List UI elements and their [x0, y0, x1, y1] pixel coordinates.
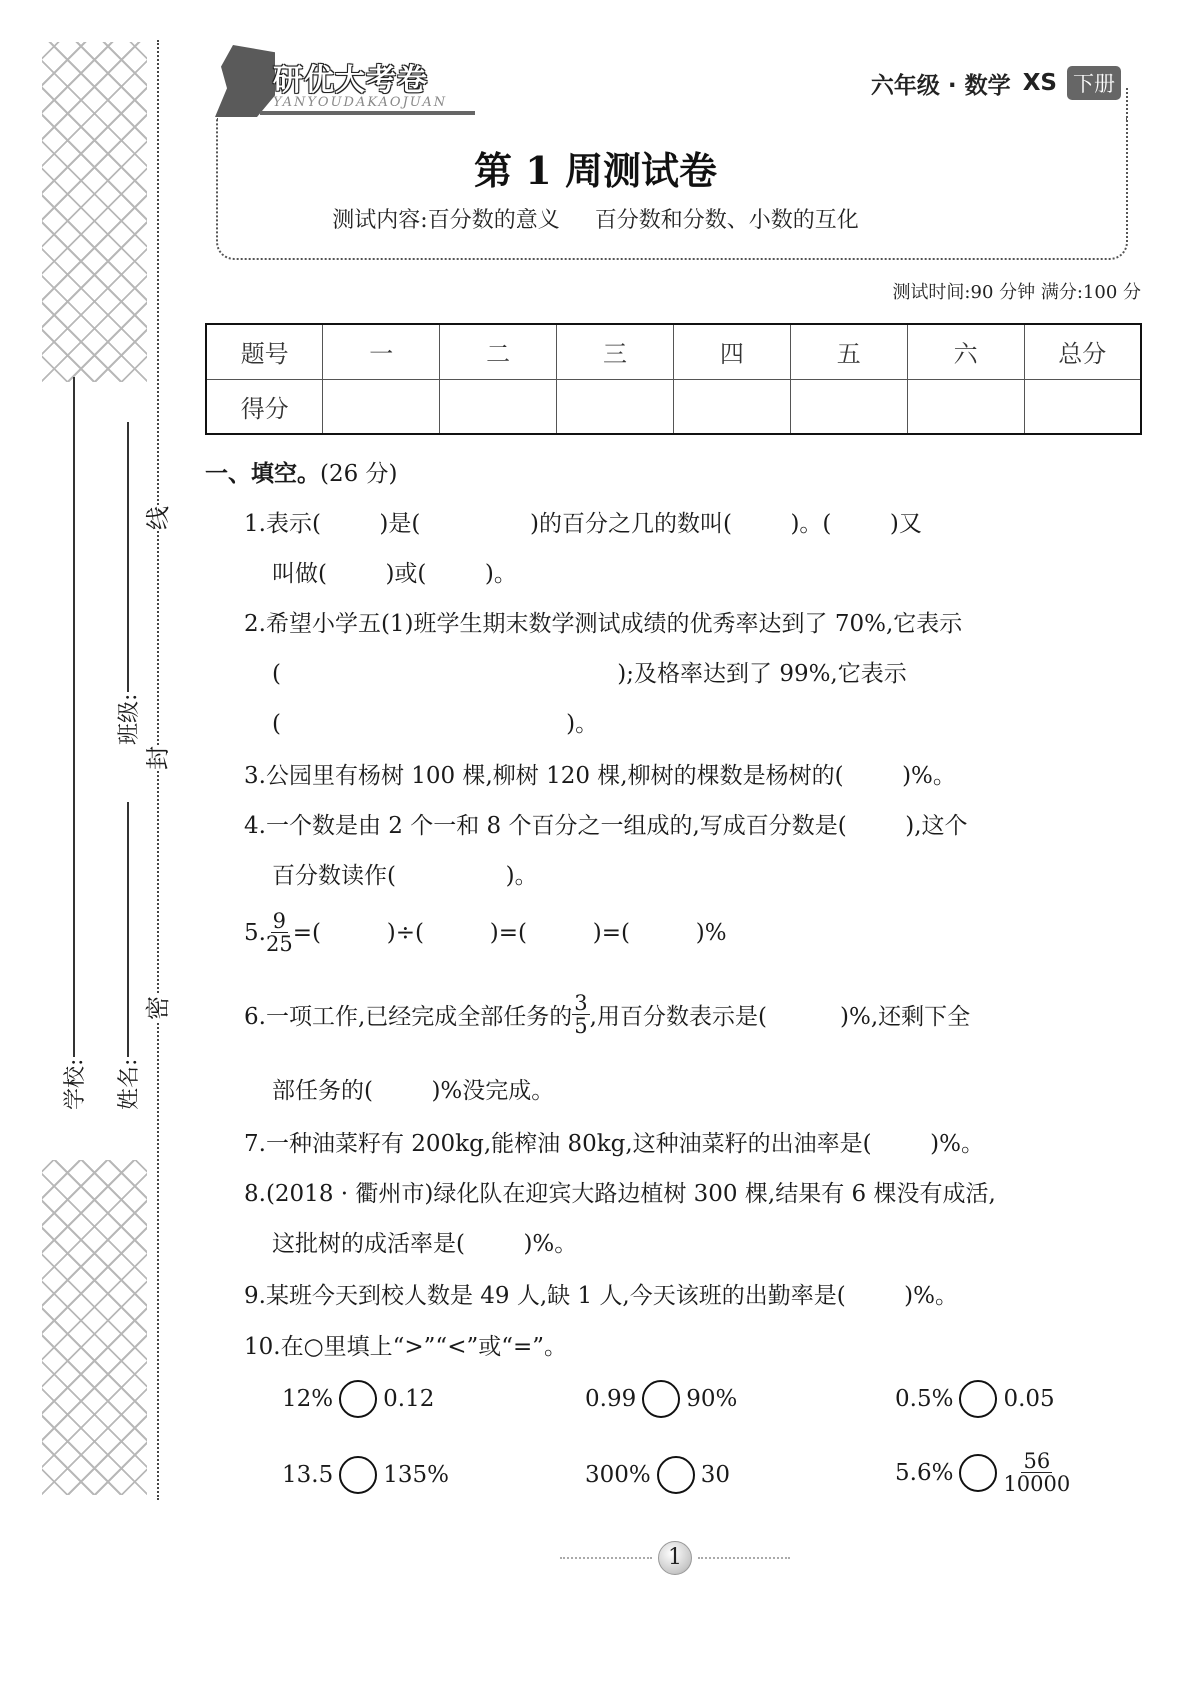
score-input-cell[interactable] — [907, 379, 1024, 434]
answer-circle[interactable] — [959, 1454, 997, 1492]
fraction-numerator: 3 — [574, 991, 588, 1015]
divider-dots-left — [560, 1557, 652, 1559]
score-input-cell[interactable] — [323, 379, 440, 434]
comparison-item — [895, 1450, 1070, 1495]
question-1-line-2: 叫做( )或( )。 — [272, 561, 517, 587]
comparison-right: 135% — [383, 1462, 449, 1488]
table-cell: 一 — [323, 324, 440, 379]
grade-subject-header — [871, 66, 1121, 100]
test-content — [0, 203, 1191, 234]
question-2-line-1: 2.希望小学五(1)班学生期末数学测试成绩的优秀率达到了 70%,它表示 — [244, 611, 963, 637]
answer-circle[interactable] — [642, 1380, 680, 1418]
question-2-line-2: ( );及格率达到了 99%,它表示 — [272, 661, 907, 687]
answer-circle[interactable] — [959, 1380, 997, 1418]
question-1-line-1: 1.表示( )是( )的百分之几的数叫( )。( )又 — [244, 511, 922, 537]
question-10: 10.在○里填上“>”“<”或“=”。 — [244, 1334, 568, 1360]
comparison-right: 0.12 — [383, 1386, 435, 1412]
question-5-text: =( )÷( )=( )=( )% — [292, 919, 727, 946]
school-field[interactable] — [58, 377, 89, 1110]
comparison-left: 0.5% — [895, 1386, 954, 1412]
question-5 — [244, 910, 727, 955]
score-input-cell[interactable] — [440, 379, 557, 434]
section-title: 一、填空。 — [205, 461, 320, 487]
comparison-right: 30 — [700, 1462, 731, 1488]
comparison-item — [585, 1456, 730, 1494]
section-points: (26 分) — [320, 461, 398, 487]
fraction-56-10000 — [1003, 1450, 1070, 1495]
table-cell: 六 — [907, 324, 1024, 379]
fraction-denominator: 10000 — [1003, 1472, 1071, 1497]
edition: XS — [1022, 70, 1057, 96]
answer-circle[interactable] — [657, 1456, 695, 1494]
table-cell: 四 — [673, 324, 790, 379]
table-cell: 题号 — [206, 324, 323, 379]
comparison-item — [282, 1456, 449, 1494]
fraction-denominator: 25 — [265, 932, 293, 957]
comparison-item — [585, 1380, 737, 1418]
class-blank-line[interactable] — [127, 422, 129, 692]
class-label: 班级: — [117, 693, 142, 745]
table-cell: 二 — [440, 324, 557, 379]
page-number-badge: 1 — [658, 1541, 692, 1575]
logo-subtext: YANYOUDAKAOJUAN — [273, 95, 448, 110]
name-blank-line[interactable] — [127, 802, 129, 1057]
question-8-line-2: 这批树的成活率是( )%。 — [272, 1231, 578, 1257]
topic-1: 百分数的意义 — [427, 208, 560, 233]
name-field[interactable] — [112, 802, 143, 1110]
fraction-denominator: 5 — [574, 1014, 588, 1039]
answer-circle[interactable] — [339, 1456, 377, 1494]
decorative-hatch-bottom — [42, 1160, 147, 1495]
volume-badge: 下册 — [1067, 66, 1121, 100]
table-cell: 得分 — [206, 379, 323, 434]
comparison-right: 0.05 — [1003, 1386, 1055, 1412]
question-6-text-a: 6.一项工作,已经完成全部任务的 — [244, 1004, 573, 1031]
content-label: 测试内容: — [332, 208, 428, 233]
comparison-item — [895, 1380, 1055, 1418]
score-input-cell[interactable] — [673, 379, 790, 434]
comparison-left: 0.99 — [585, 1386, 637, 1412]
table-cell: 五 — [790, 324, 907, 379]
divider-dots-right — [698, 1557, 790, 1559]
score-table — [205, 323, 1142, 435]
class-field[interactable] — [112, 422, 143, 745]
comparison-right: 90% — [686, 1386, 738, 1412]
question-5-number: 5. — [244, 919, 266, 946]
grade-subject: 六年级 · 数学 — [870, 72, 1011, 99]
fraction-3-5 — [572, 992, 589, 1037]
question-6-line-2: 部任务的( )%没完成。 — [272, 1078, 555, 1104]
table-cell: 三 — [557, 324, 674, 379]
logo-text: 研优大考卷 — [273, 63, 428, 98]
name-label: 姓名: — [117, 1058, 142, 1110]
fraction-numerator: 56 — [1023, 1449, 1051, 1473]
fraction-9-25 — [266, 910, 293, 955]
seal-char-xian: 线 — [144, 506, 172, 530]
score-input-cell[interactable] — [1024, 379, 1141, 434]
question-7: 7.一种油菜籽有 200kg,能榨油 80kg,这种油菜籽的出油率是( )%。 — [244, 1131, 984, 1157]
school-label: 学校: — [63, 1058, 88, 1110]
comparison-left: 300% — [585, 1462, 651, 1488]
question-3: 3.公园里有杨树 100 棵,柳树 120 棵,柳树的棵数是杨树的( )%。 — [244, 763, 956, 789]
question-2-line-3: ( )。 — [272, 711, 599, 737]
fraction-numerator: 9 — [272, 909, 286, 933]
question-6-line-1 — [244, 992, 970, 1037]
question-4-line-1: 4.一个数是由 2 个一和 8 个百分之一组成的,写成百分数是( ),这个 — [244, 813, 968, 839]
question-9: 9.某班今天到校人数是 49 人,缺 1 人,今天该班的出勤率是( )%。 — [244, 1283, 958, 1309]
section-heading — [205, 455, 398, 488]
comparison-item — [282, 1380, 434, 1418]
table-cell: 总分 — [1024, 324, 1141, 379]
fist-icon — [215, 45, 275, 117]
question-4-line-2: 百分数读作( )。 — [272, 863, 538, 889]
logo-underline — [260, 111, 475, 115]
question-8-line-1: 8.(2018 · 衢州市)绿化队在迎宾大路边植树 300 棵,结果有 6 棵没有成活, — [244, 1181, 996, 1207]
score-input-cell[interactable] — [557, 379, 674, 434]
comparison-left: 13.5 — [282, 1462, 334, 1488]
time-score-info: 测试时间:90 分钟 满分:100 分 — [892, 282, 1141, 303]
table-score-row — [206, 379, 1141, 434]
topic-2: 百分数和分数、小数的互化 — [594, 208, 859, 233]
comparison-left: 5.6% — [895, 1459, 954, 1486]
answer-circle[interactable] — [339, 1380, 377, 1418]
page-title: 第 1 周测试卷 — [474, 148, 717, 193]
publisher-logo — [215, 45, 475, 117]
page-number — [560, 1540, 790, 1576]
school-blank-line[interactable] — [73, 377, 75, 1057]
table-header-row — [206, 324, 1141, 379]
seal-char-mi: 密 — [144, 996, 172, 1020]
seal-char-feng: 封 — [144, 746, 172, 770]
question-6-text-b: ,用百分数表示是( )%,还剩下全 — [589, 1004, 971, 1031]
comparison-left: 12% — [282, 1386, 334, 1412]
score-input-cell[interactable] — [790, 379, 907, 434]
